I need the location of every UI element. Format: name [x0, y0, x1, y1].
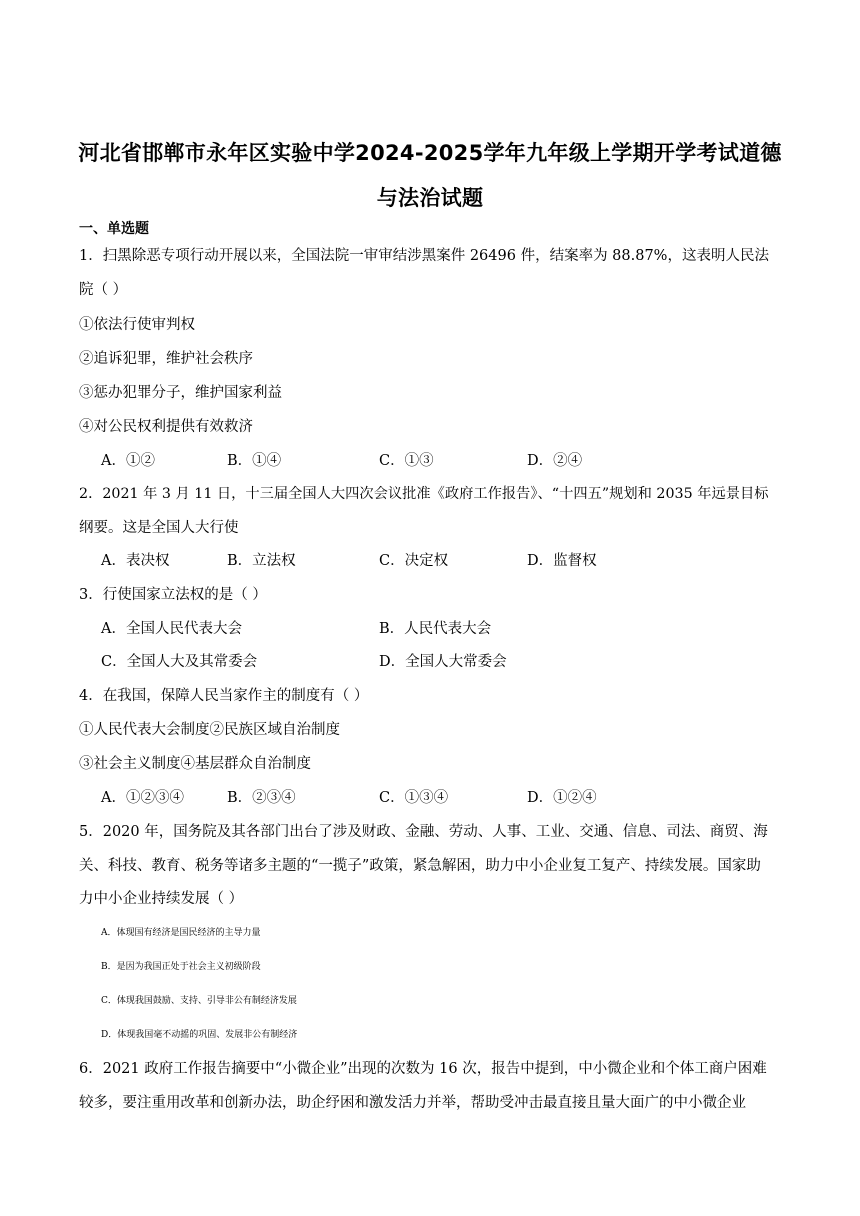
question-3-option-a[interactable]: A．全国人民代表大会 — [101, 621, 242, 637]
question-6-stem-line-2: 较多，要注重用改革和创新办法，助企纾困和激发活力并举，帮助受冲击最直接且量大面广的中小微企业 — [79, 1095, 746, 1111]
question-5-option-b[interactable]: B．是因为我国正处于社会主义初级阶段 — [101, 962, 261, 972]
document-title-line-2: 与法治试题 — [376, 186, 484, 210]
question-1-item-4: ④对公民权利提供有效救济 — [79, 419, 253, 435]
question-2-option-a[interactable]: A．表决权 — [101, 553, 170, 569]
question-3-option-d[interactable]: D．全国人大常委会 — [379, 654, 507, 670]
question-4-stem: 4．在我国，保障人民当家作主的制度有（ ） — [79, 688, 369, 704]
question-2-option-d[interactable]: D．监督权 — [527, 553, 597, 569]
question-4-item-1: ①人民代表大会制度②民族区域自治制度 — [79, 722, 340, 738]
question-1-option-b[interactable]: B．①④ — [227, 453, 282, 469]
question-1-item-1: ①依法行使审判权 — [79, 317, 195, 333]
question-5-option-d[interactable]: D．体现我国毫不动摇的巩固、发展非公有制经济 — [101, 1030, 298, 1040]
question-3-option-c[interactable]: C．全国人大及其常委会 — [101, 654, 258, 670]
question-5-stem-line-2: 关、科技、教育、税务等诸多主题的“一揽子”政策，紧急解困，助力中小企业复工复产、持续发展。国家助 — [79, 858, 761, 874]
question-5-option-a[interactable]: A．体现国有经济是国民经济的主导力量 — [101, 928, 261, 938]
question-4-option-a[interactable]: A．①②③④ — [101, 790, 184, 806]
question-4-item-2: ③社会主义制度④基层群众自治制度 — [79, 756, 311, 772]
question-2-stem-line-2: 纲要。这是全国人大行使 — [79, 520, 239, 536]
question-1-option-d[interactable]: D．②④ — [527, 453, 583, 469]
section-heading: 一、单选题 — [79, 221, 149, 237]
question-2-option-c[interactable]: C．决定权 — [379, 553, 449, 569]
question-4-option-c[interactable]: C．①③④ — [379, 790, 449, 806]
question-2-stem-line-1: 2．2021 年 3 月 11 日，十三届全国人大四次会议批准《政府工作报告》、“十四五”规划和 2035 年远景目标 — [79, 486, 769, 502]
question-5-option-c[interactable]: C．体现我国鼓励、支持、引导非公有制经济发展 — [101, 996, 297, 1006]
question-3-option-b[interactable]: B．人民代表大会 — [379, 621, 492, 637]
question-1-item-2: ②追诉犯罪，维护社会秩序 — [79, 351, 253, 367]
question-2-option-b[interactable]: B．立法权 — [227, 553, 296, 569]
question-1-stem-line-1: 1．扫黑除恶专项行动开展以来，全国法院一审审结涉黑案件 26496 件，结案率为 88.87%，这表明人民法 — [79, 248, 769, 264]
question-1-option-a[interactable]: A．①② — [101, 453, 155, 469]
document-title-line-1: 河北省邯郸市永年区实验中学2024-2025学年九年级上学期开学考试道德 — [78, 141, 782, 165]
question-5-stem-line-3: 力中小企业持续发展（ ） — [79, 891, 244, 907]
question-3-stem: 3．行使国家立法权的是（ ） — [79, 587, 267, 603]
question-4-option-d[interactable]: D．①②④ — [527, 790, 597, 806]
question-6-stem-line-1: 6．2021 政府工作报告摘要中“小微企业”出现的次数为 16 次，报告中提到，中小微企业和个体工商户困难 — [79, 1061, 767, 1077]
question-5-stem-line-1: 5．2020 年，国务院及其各部门出台了涉及财政、金融、劳动、人事、工业、交通、信息、司法、商贸、海 — [79, 824, 768, 840]
question-4-option-b[interactable]: B．②③④ — [227, 790, 296, 806]
question-1-stem-line-2: 院（ ） — [79, 282, 128, 298]
question-1-item-3: ③惩办犯罪分子，维护国家利益 — [79, 385, 282, 401]
question-1-option-c[interactable]: C．①③ — [379, 453, 434, 469]
